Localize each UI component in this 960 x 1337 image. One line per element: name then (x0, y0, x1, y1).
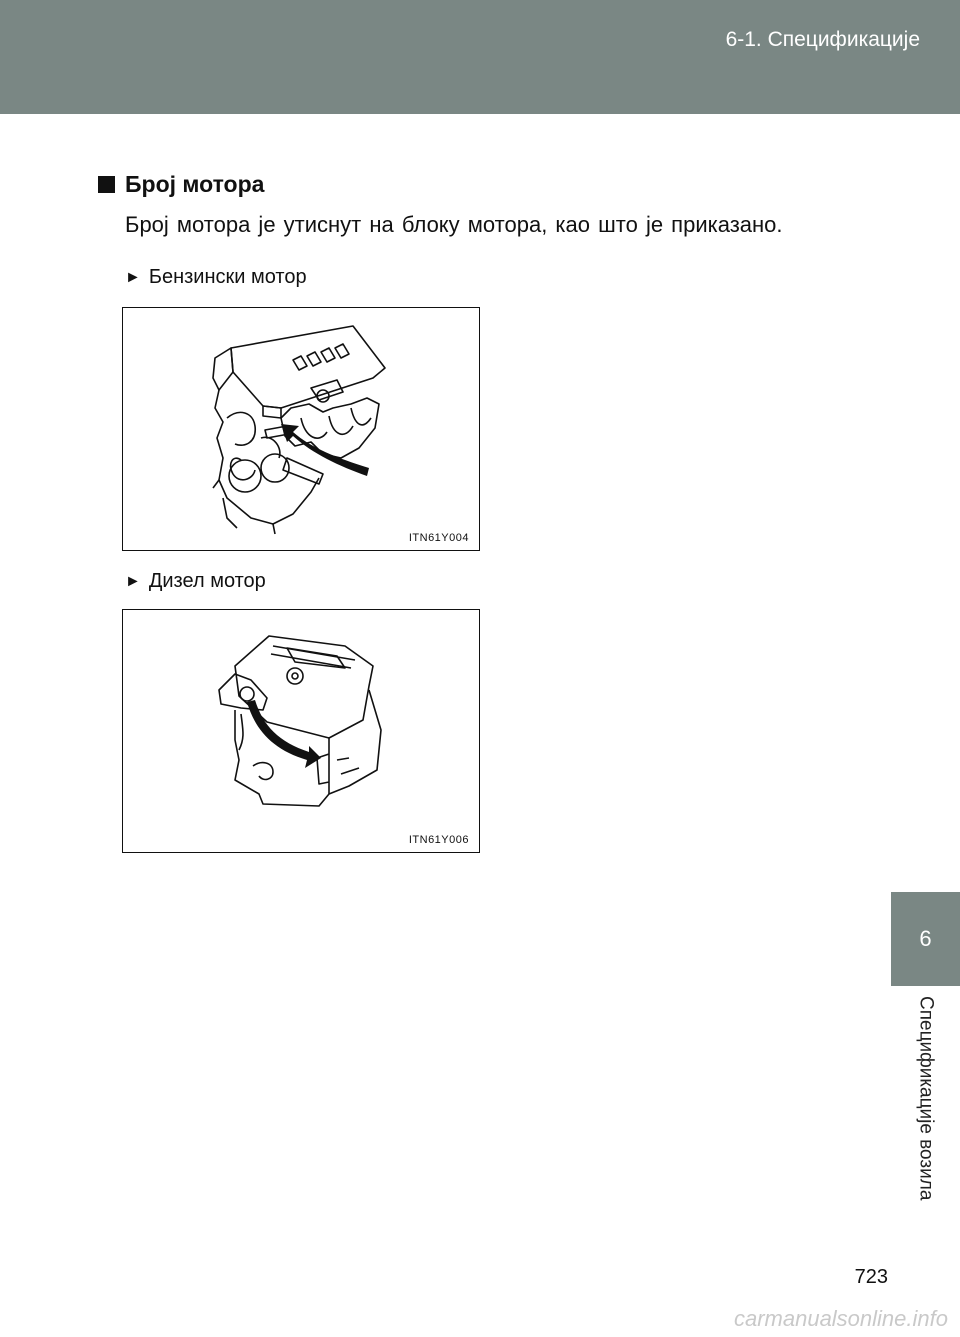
black-square-icon (98, 176, 115, 193)
item-label: Бензински мотор (148, 266, 307, 288)
figure-code: ITN61Y004 (408, 532, 469, 544)
section-heading (98, 171, 264, 198)
chapter-label-text: Спецификације возила (915, 996, 937, 1201)
chapter-number: 6 (919, 926, 932, 951)
gasoline-engine-illustration (123, 308, 479, 550)
section-body-text: Број мотора је утиснут на блоку мотора, као што је приказано. (125, 212, 783, 237)
chapter-label (891, 986, 960, 1226)
triangle-right-icon: ► (125, 268, 141, 286)
header-section-title: 6-1. Спецификације (725, 28, 920, 51)
chapter-tab (891, 892, 960, 986)
diesel-engine-illustration (123, 610, 479, 852)
watermark: carmanualsonline.info (733, 1306, 948, 1331)
item-label: Дизел мотор (148, 570, 266, 592)
figure-diesel-engine (122, 609, 480, 853)
figure-code: ITN61Y006 (408, 834, 469, 846)
page-header (0, 0, 960, 114)
triangle-right-icon: ► (125, 572, 141, 590)
figure-gasoline-engine (122, 307, 480, 551)
item-gasoline-engine (125, 266, 307, 289)
item-diesel-engine (125, 570, 266, 593)
section-title: Број мотора (125, 171, 265, 197)
page-number: 723 (854, 1266, 888, 1288)
